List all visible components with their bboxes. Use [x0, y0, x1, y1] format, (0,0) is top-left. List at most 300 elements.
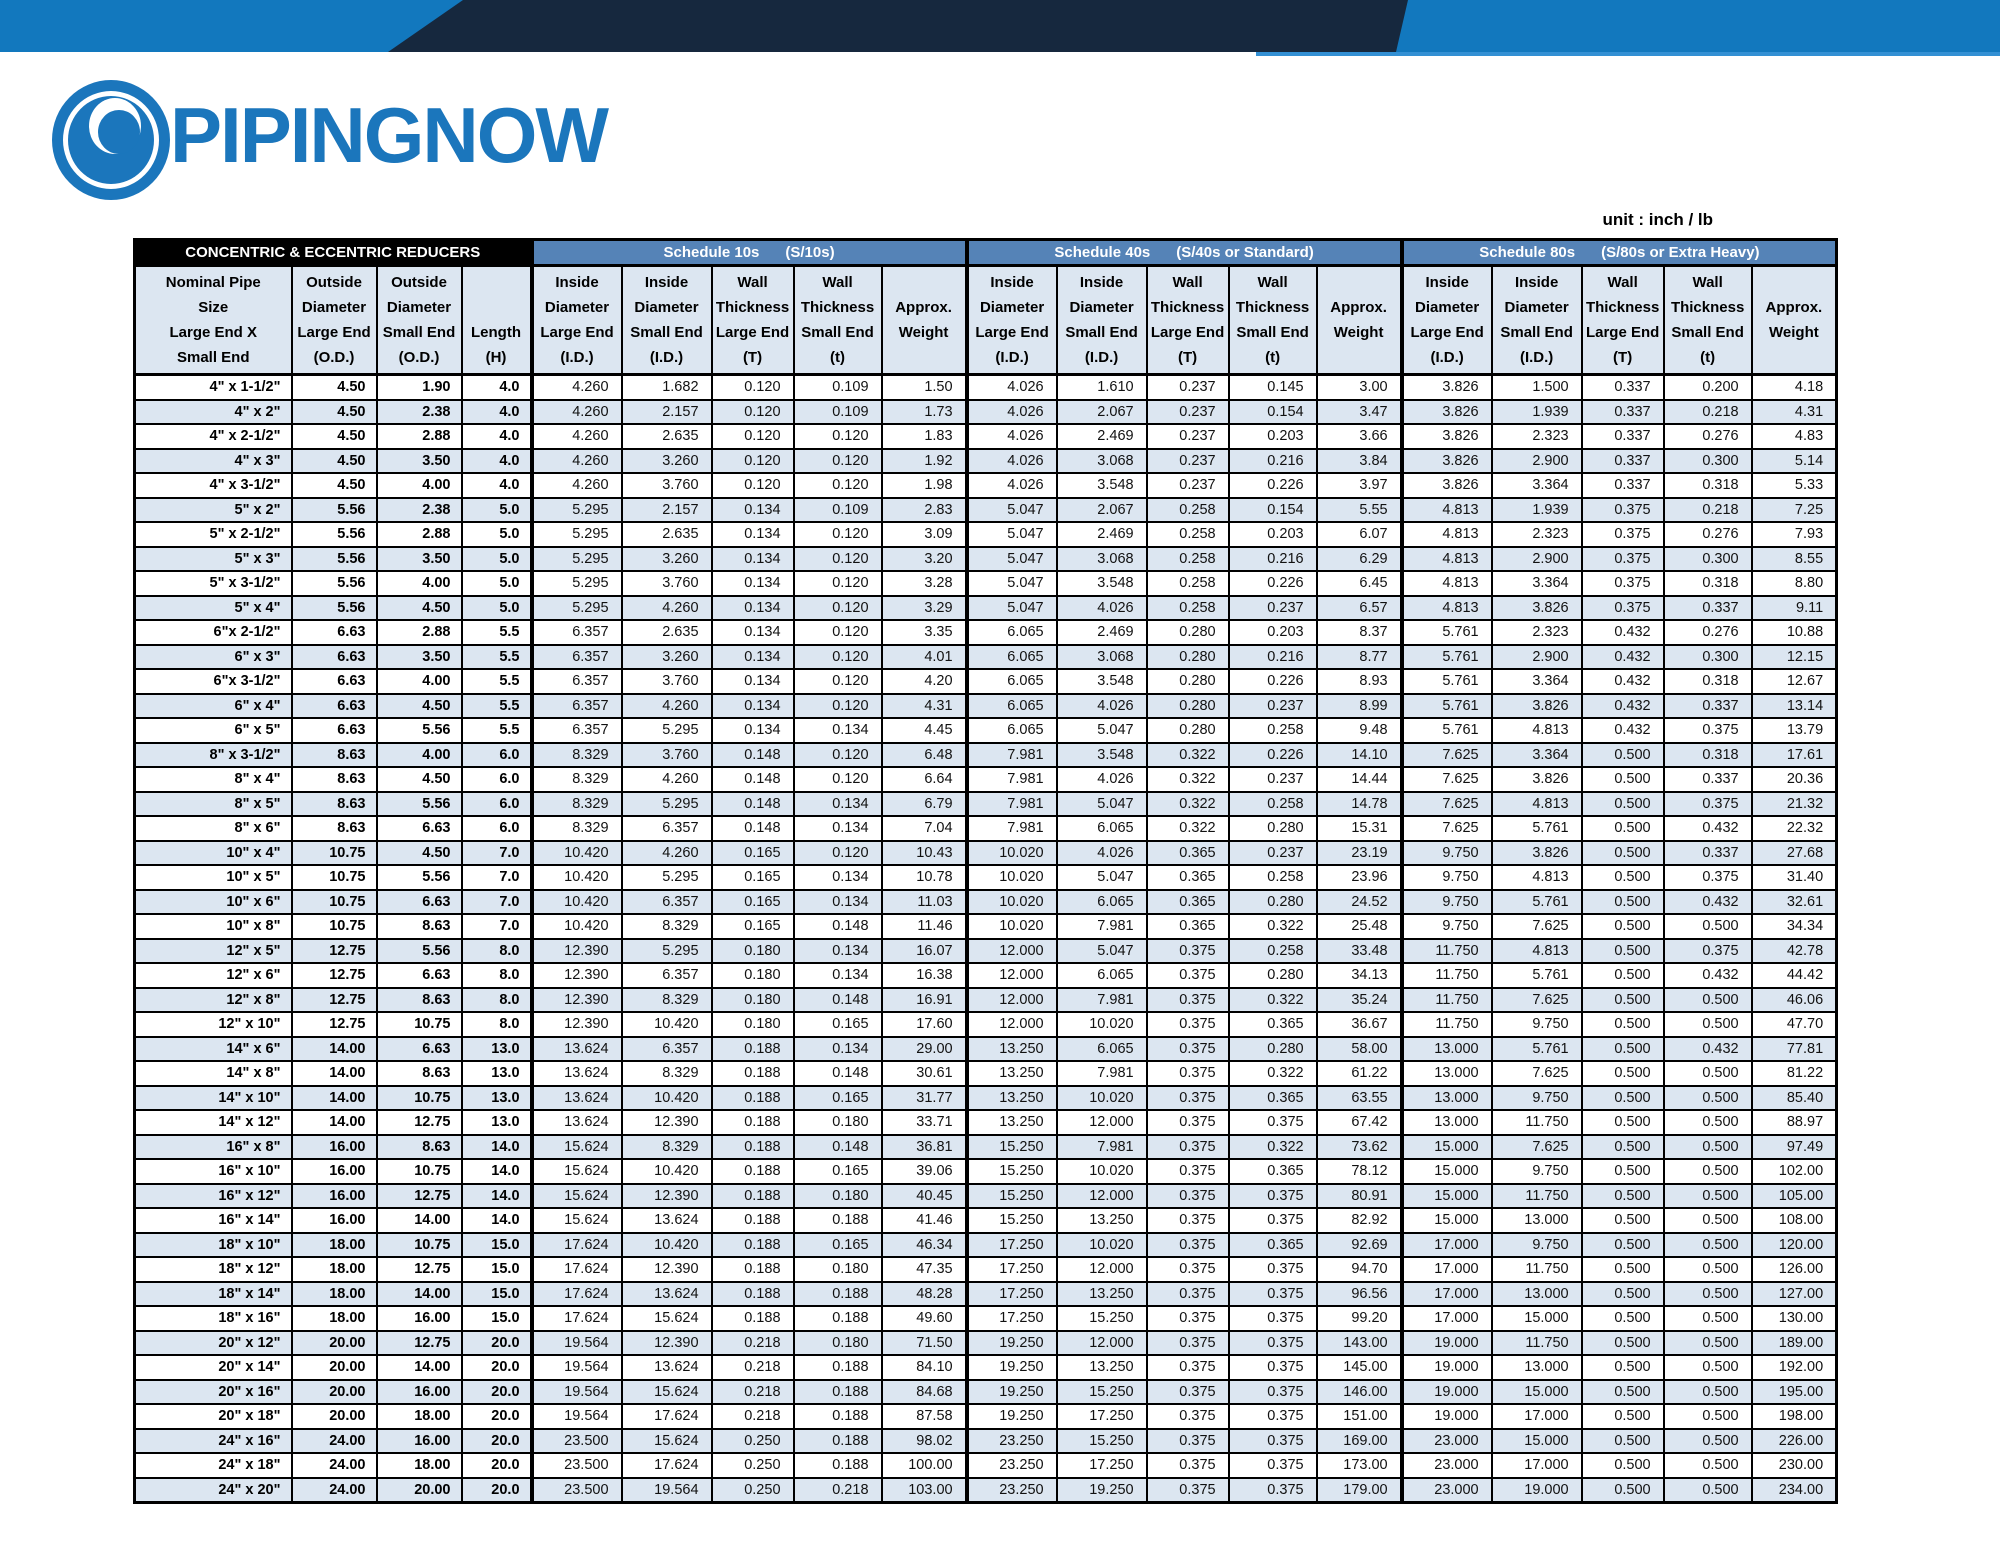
- table-cell: 5.047: [1057, 939, 1147, 964]
- table-cell: 5.761: [1402, 645, 1492, 670]
- table-cell: 0.188: [794, 1208, 882, 1233]
- table-cell: 8.329: [622, 1061, 712, 1086]
- table-cell: 0.375: [1147, 963, 1229, 988]
- table-cell: 0.375: [1147, 1233, 1229, 1258]
- table-cell: 7.625: [1402, 767, 1492, 792]
- table-cell: 15.250: [1057, 1429, 1147, 1454]
- column-header: Approx. Weight: [882, 266, 967, 375]
- table-cell: 145.00: [1317, 1355, 1402, 1380]
- table-cell: 4.026: [967, 473, 1057, 498]
- table-cell: 5.761: [1492, 816, 1582, 841]
- table-cell: 4.50: [377, 694, 462, 719]
- table-cell: 2.635: [622, 522, 712, 547]
- table-cell: 0.500: [1664, 1478, 1752, 1503]
- table-cell: 8.63: [292, 743, 377, 768]
- table-cell: 15.250: [967, 1208, 1057, 1233]
- table-cell: 3.97: [1317, 473, 1402, 498]
- table-cell: 0.120: [794, 669, 882, 694]
- table-cell: 10.75: [377, 1086, 462, 1111]
- table-cell: 0.432: [1582, 620, 1664, 645]
- table-cell: 0.500: [1582, 1135, 1664, 1160]
- table-cell: 97.49: [1752, 1135, 1837, 1160]
- table-cell: 10.420: [622, 1233, 712, 1258]
- table-cell: 0.109: [794, 498, 882, 523]
- table-cell: 20.0: [462, 1404, 532, 1429]
- table-cell: 0.148: [712, 792, 794, 817]
- table-cell: 20" x 16": [135, 1380, 292, 1405]
- table-cell: 11.750: [1402, 963, 1492, 988]
- table-cell: 16" x 10": [135, 1159, 292, 1184]
- table-cell: 7.625: [1492, 914, 1582, 939]
- table-cell: 0.120: [712, 424, 794, 449]
- table-cell: 10.88: [1752, 620, 1837, 645]
- schedule-band-schedule-10s: Schedule 10s (S/10s): [532, 240, 967, 266]
- table-cell: 0.134: [712, 694, 794, 719]
- table-cell: 48.28: [882, 1282, 967, 1307]
- table-cell: 0.300: [1664, 449, 1752, 474]
- table-cell: 13.624: [532, 1110, 622, 1135]
- table-cell: 12" x 8": [135, 988, 292, 1013]
- table-cell: 0.134: [794, 1037, 882, 1062]
- table-cell: 10.78: [882, 865, 967, 890]
- table-cell: 6.357: [622, 816, 712, 841]
- table-cell: 14.00: [292, 1037, 377, 1062]
- table-cell: 15.624: [622, 1429, 712, 1454]
- table-cell: 10.420: [622, 1159, 712, 1184]
- table-cell: 5.0: [462, 547, 532, 572]
- table-cell: 0.218: [794, 1478, 882, 1503]
- table-cell: 3.760: [622, 743, 712, 768]
- table-cell: 105.00: [1752, 1184, 1837, 1209]
- table-cell: 6.0: [462, 767, 532, 792]
- table-cell: 6" x 5": [135, 718, 292, 743]
- table-cell: 3.826: [1402, 449, 1492, 474]
- table-cell: 0.280: [1229, 890, 1317, 915]
- table-cell: 8.0: [462, 988, 532, 1013]
- table-cell: 0.154: [1229, 498, 1317, 523]
- table-cell: 1.610: [1057, 375, 1147, 400]
- table-cell: 12.390: [532, 963, 622, 988]
- table-cell: 0.134: [794, 890, 882, 915]
- table-cell: 13.0: [462, 1110, 532, 1135]
- table-cell: 8.63: [292, 792, 377, 817]
- table-cell: 3.826: [1492, 767, 1582, 792]
- column-header: Inside Diameter Small End (I.D.): [1057, 266, 1147, 375]
- table-cell: 0.375: [1147, 939, 1229, 964]
- table-cell: 20.0: [462, 1478, 532, 1503]
- table-cell: 0.375: [1147, 988, 1229, 1013]
- table-cell: 23.19: [1317, 841, 1402, 866]
- table-cell: 20.0: [462, 1453, 532, 1478]
- table-cell: 0.188: [712, 1086, 794, 1111]
- table-cell: 23.000: [1402, 1453, 1492, 1478]
- table-cell: 0.500: [1664, 1404, 1752, 1429]
- banner-underline: [1256, 52, 2000, 56]
- table-row: [135, 400, 1837, 425]
- table-cell: 12.000: [1057, 1110, 1147, 1135]
- table-cell: 17.000: [1402, 1306, 1492, 1331]
- table-cell: 0.500: [1664, 914, 1752, 939]
- table-cell: 0.375: [1229, 1404, 1317, 1429]
- table-cell: 13.250: [967, 1086, 1057, 1111]
- table-cell: 10.020: [967, 865, 1057, 890]
- table-cell: 4.813: [1402, 571, 1492, 596]
- table-cell: 13.000: [1402, 1037, 1492, 1062]
- table-row: [135, 792, 1837, 817]
- table-cell: 12.000: [1057, 1257, 1147, 1282]
- table-row: [135, 1037, 1837, 1062]
- table-cell: 2.900: [1492, 645, 1582, 670]
- table-cell: 16.00: [377, 1306, 462, 1331]
- table-cell: 120.00: [1752, 1233, 1837, 1258]
- table-cell: 0.188: [794, 1306, 882, 1331]
- table-cell: 0.375: [1229, 1110, 1317, 1135]
- table-cell: 0.120: [712, 400, 794, 425]
- table-cell: 5.047: [967, 571, 1057, 596]
- table-cell: 33.48: [1317, 939, 1402, 964]
- table-cell: 24" x 16": [135, 1429, 292, 1454]
- table-cell: 13.0: [462, 1061, 532, 1086]
- table-cell: 2.067: [1057, 498, 1147, 523]
- table-cell: 16.00: [292, 1159, 377, 1184]
- table-row: [135, 865, 1837, 890]
- table-cell: 7.04: [882, 816, 967, 841]
- table-cell: 8.0: [462, 1012, 532, 1037]
- table-cell: 23.96: [1317, 865, 1402, 890]
- table-cell: 23.500: [532, 1429, 622, 1454]
- table-cell: 0.500: [1582, 1061, 1664, 1086]
- table-row: [135, 694, 1837, 719]
- table-cell: 16" x 12": [135, 1184, 292, 1209]
- table-cell: 5.56: [292, 522, 377, 547]
- table-cell: 3.47: [1317, 400, 1402, 425]
- table-cell: 4.260: [622, 694, 712, 719]
- table-cell: 0.322: [1229, 914, 1317, 939]
- table-cell: 0.203: [1229, 620, 1317, 645]
- table-cell: 13.000: [1402, 1086, 1492, 1111]
- table-cell: 0.188: [794, 1282, 882, 1307]
- table-cell: 0.148: [794, 1061, 882, 1086]
- table-cell: 2.635: [622, 424, 712, 449]
- table-cell: 20" x 12": [135, 1331, 292, 1356]
- table-cell: 10.420: [532, 914, 622, 939]
- table-row: [135, 571, 1837, 596]
- table-cell: 0.226: [1229, 669, 1317, 694]
- table-cell: 5" x 3": [135, 547, 292, 572]
- table-cell: 0.109: [794, 375, 882, 400]
- table-cell: 29.00: [882, 1037, 967, 1062]
- table-cell: 7.981: [1057, 1061, 1147, 1086]
- table-cell: 20.0: [462, 1380, 532, 1405]
- table-cell: 4.813: [1492, 865, 1582, 890]
- table-cell: 19.250: [967, 1404, 1057, 1429]
- table-cell: 10.020: [967, 841, 1057, 866]
- table-cell: 14.44: [1317, 767, 1402, 792]
- table-cell: 17.250: [1057, 1453, 1147, 1478]
- table-cell: 6.065: [1057, 1037, 1147, 1062]
- table-cell: 14.00: [292, 1110, 377, 1135]
- column-header: Outside Diameter Small End (O.D.): [377, 266, 462, 375]
- table-cell: 67.42: [1317, 1110, 1402, 1135]
- table-cell: 0.500: [1664, 1012, 1752, 1037]
- table-cell: 5" x 2-1/2": [135, 522, 292, 547]
- table-cell: 234.00: [1752, 1478, 1837, 1503]
- table-cell: 11.750: [1492, 1184, 1582, 1209]
- table-cell: 17.624: [622, 1404, 712, 1429]
- table-cell: 8.80: [1752, 571, 1837, 596]
- table-cell: 3.068: [1057, 645, 1147, 670]
- table-cell: 99.20: [1317, 1306, 1402, 1331]
- table-cell: 3.66: [1317, 424, 1402, 449]
- table-cell: 6.065: [1057, 816, 1147, 841]
- table-cell: 0.375: [1147, 1110, 1229, 1135]
- table-cell: 6.63: [377, 963, 462, 988]
- schedule-band-schedule-80s: Schedule 80s (S/80s or Extra Heavy): [1402, 240, 1837, 266]
- table-cell: 0.500: [1582, 767, 1664, 792]
- table-cell: 15.000: [1402, 1208, 1492, 1233]
- table-cell: 11.750: [1402, 1012, 1492, 1037]
- table-cell: 3.826: [1402, 400, 1492, 425]
- table-cell: 10.75: [292, 841, 377, 866]
- table-cell: 44.42: [1752, 963, 1837, 988]
- table-cell: 5.295: [532, 522, 622, 547]
- table-cell: 5.5: [462, 694, 532, 719]
- table-cell: 24.00: [292, 1453, 377, 1478]
- table-cell: 24.00: [292, 1429, 377, 1454]
- table-cell: 0.280: [1229, 963, 1317, 988]
- table-cell: 4.0: [462, 424, 532, 449]
- table-cell: 15.0: [462, 1257, 532, 1282]
- table-cell: 103.00: [882, 1478, 967, 1503]
- table-cell: 10.020: [1057, 1233, 1147, 1258]
- table-cell: 192.00: [1752, 1355, 1837, 1380]
- table-cell: 18" x 14": [135, 1282, 292, 1307]
- table-cell: 4.50: [292, 424, 377, 449]
- table-cell: 8.329: [532, 767, 622, 792]
- table-cell: 0.120: [794, 473, 882, 498]
- table-cell: 10.75: [292, 865, 377, 890]
- table-cell: 0.500: [1582, 1233, 1664, 1258]
- table-cell: 0.337: [1582, 424, 1664, 449]
- table-cell: 0.500: [1664, 1086, 1752, 1111]
- table-cell: 17.61: [1752, 743, 1837, 768]
- table-cell: 6.57: [1317, 596, 1402, 621]
- table-cell: 13.624: [532, 1061, 622, 1086]
- table-cell: 9.11: [1752, 596, 1837, 621]
- table-cell: 0.165: [712, 914, 794, 939]
- table-cell: 0.500: [1582, 1331, 1664, 1356]
- table-cell: 47.35: [882, 1257, 967, 1282]
- pipingnow-logo-icon: [52, 80, 170, 200]
- table-cell: 0.375: [1664, 939, 1752, 964]
- table-cell: 0.218: [1664, 400, 1752, 425]
- table-cell: 6.63: [292, 620, 377, 645]
- table-cell: 46.06: [1752, 988, 1837, 1013]
- table-row: [135, 816, 1837, 841]
- table-cell: 0.500: [1664, 1453, 1752, 1478]
- table-cell: 0.188: [712, 1159, 794, 1184]
- table-cell: 11.750: [1402, 939, 1492, 964]
- table-cell: 0.120: [794, 767, 882, 792]
- table-cell: 12.75: [377, 1257, 462, 1282]
- table-cell: 0.120: [712, 375, 794, 400]
- table-cell: 0.500: [1582, 1453, 1664, 1478]
- table-cell: 0.375: [1147, 1429, 1229, 1454]
- banner-accent-shape: [388, 0, 1408, 52]
- table-cell: 10.020: [967, 914, 1057, 939]
- column-header: Inside Diameter Small End (I.D.): [622, 266, 712, 375]
- table-cell: 0.365: [1229, 1086, 1317, 1111]
- table-cell: 0.322: [1229, 988, 1317, 1013]
- table-cell: 11.750: [1492, 1110, 1582, 1135]
- table-cell: 5.56: [292, 596, 377, 621]
- table-cell: 0.375: [1147, 1257, 1229, 1282]
- table-cell: 8.329: [622, 988, 712, 1013]
- table-cell: 3.826: [1492, 596, 1582, 621]
- table-cell: 5.295: [532, 596, 622, 621]
- table-cell: 24.00: [292, 1478, 377, 1503]
- table-row: [135, 1282, 1837, 1307]
- table-cell: 0.134: [794, 718, 882, 743]
- table-cell: 4.00: [377, 571, 462, 596]
- table-row: [135, 1061, 1837, 1086]
- table-cell: 16" x 14": [135, 1208, 292, 1233]
- table-cell: 4.45: [882, 718, 967, 743]
- table-cell: 0.500: [1582, 1306, 1664, 1331]
- table-cell: 0.500: [1664, 988, 1752, 1013]
- table-row: [135, 669, 1837, 694]
- table-cell: 3.35: [882, 620, 967, 645]
- table-cell: 5.047: [1057, 792, 1147, 817]
- table-cell: 230.00: [1752, 1453, 1837, 1478]
- table-cell: 146.00: [1317, 1380, 1402, 1405]
- table-cell: 4.026: [1057, 596, 1147, 621]
- table-cell: 6.64: [882, 767, 967, 792]
- table-cell: 0.318: [1664, 571, 1752, 596]
- table-cell: 16.00: [377, 1429, 462, 1454]
- table-cell: 0.250: [712, 1453, 794, 1478]
- table-cell: 4.0: [462, 375, 532, 400]
- table-cell: 0.375: [1582, 596, 1664, 621]
- unit-label: unit : inch / lb: [1602, 210, 1713, 229]
- table-cell: 6" x 3": [135, 645, 292, 670]
- table-cell: 0.375: [1147, 1135, 1229, 1160]
- table-cell: 4.260: [532, 473, 622, 498]
- table-cell: 71.50: [882, 1331, 967, 1356]
- column-header-row: [135, 266, 1837, 375]
- table-cell: 3.50: [377, 645, 462, 670]
- table-cell: 19.564: [532, 1331, 622, 1356]
- column-header: Wall Thickness Small End (t): [1229, 266, 1317, 375]
- table-cell: 0.120: [794, 449, 882, 474]
- table-row: [135, 767, 1837, 792]
- table-cell: 0.500: [1664, 1184, 1752, 1209]
- table-cell: 8" x 3-1/2": [135, 743, 292, 768]
- table-cell: 4.00: [377, 669, 462, 694]
- table-cell: 12" x 10": [135, 1012, 292, 1037]
- table-cell: 3.760: [622, 473, 712, 498]
- table-cell: 6.0: [462, 743, 532, 768]
- table-cell: 4.50: [292, 449, 377, 474]
- table-cell: 31.77: [882, 1086, 967, 1111]
- table-cell: 23.250: [967, 1478, 1057, 1503]
- table-cell: 23.250: [967, 1429, 1057, 1454]
- table-cell: 5.295: [622, 718, 712, 743]
- table-cell: 94.70: [1317, 1257, 1402, 1282]
- table-cell: 0.375: [1664, 865, 1752, 890]
- table-cell: 63.55: [1317, 1086, 1402, 1111]
- table-cell: 5.5: [462, 645, 532, 670]
- table-cell: 3.826: [1402, 424, 1492, 449]
- table-cell: 84.68: [882, 1380, 967, 1405]
- table-cell: 20.00: [292, 1404, 377, 1429]
- table-cell: 4.813: [1492, 939, 1582, 964]
- table-cell: 0.280: [1147, 694, 1229, 719]
- table-cell: 4.813: [1402, 498, 1492, 523]
- table-cell: 3.364: [1492, 743, 1582, 768]
- table-cell: 3.28: [882, 571, 967, 596]
- table-cell: 18.00: [377, 1453, 462, 1478]
- table-cell: 8" x 6": [135, 816, 292, 841]
- table-cell: 18.00: [377, 1404, 462, 1429]
- table-cell: 0.500: [1664, 1331, 1752, 1356]
- table-cell: 46.34: [882, 1233, 967, 1258]
- table-cell: 0.500: [1582, 963, 1664, 988]
- table-cell: 0.375: [1229, 1257, 1317, 1282]
- table-cell: 19.564: [532, 1380, 622, 1405]
- table-cell: 4" x 2": [135, 400, 292, 425]
- logo-ball: [98, 110, 140, 154]
- table-cell: 0.250: [712, 1478, 794, 1503]
- table-cell: 10.75: [292, 914, 377, 939]
- table-cell: 0.432: [1664, 890, 1752, 915]
- table-cell: 0.375: [1229, 1306, 1317, 1331]
- table-cell: 198.00: [1752, 1404, 1837, 1429]
- table-cell: 14.00: [377, 1208, 462, 1233]
- table-cell: 16.91: [882, 988, 967, 1013]
- table-cell: 0.375: [1229, 1355, 1317, 1380]
- table-cell: 0.500: [1582, 890, 1664, 915]
- table-cell: 5.761: [1492, 963, 1582, 988]
- table-cell: 16.07: [882, 939, 967, 964]
- table-cell: 0.500: [1582, 1159, 1664, 1184]
- table-cell: 0.500: [1582, 1355, 1664, 1380]
- table-cell: 8" x 5": [135, 792, 292, 817]
- table-cell: 2.635: [622, 620, 712, 645]
- table-cell: 12.000: [967, 963, 1057, 988]
- table-cell: 0.134: [712, 522, 794, 547]
- table-cell: 2.323: [1492, 424, 1582, 449]
- table-cell: 0.500: [1582, 1037, 1664, 1062]
- table-cell: 0.258: [1229, 939, 1317, 964]
- table-cell: 4.260: [532, 375, 622, 400]
- table-cell: 5.56: [377, 792, 462, 817]
- table-cell: 22.32: [1752, 816, 1837, 841]
- table-cell: 4.813: [1402, 596, 1492, 621]
- table-cell: 10.75: [377, 1012, 462, 1037]
- table-cell: 4.50: [377, 841, 462, 866]
- table-cell: 7.625: [1402, 792, 1492, 817]
- table-cell: 9.750: [1492, 1012, 1582, 1037]
- table-cell: 20.00: [292, 1380, 377, 1405]
- table-cell: 16.00: [377, 1380, 462, 1405]
- table-cell: 11.750: [1492, 1257, 1582, 1282]
- table-cell: 0.188: [712, 1037, 794, 1062]
- table-cell: 0.148: [712, 816, 794, 841]
- table-cell: 7.0: [462, 914, 532, 939]
- table-cell: 0.500: [1582, 914, 1664, 939]
- table-cell: 0.203: [1229, 424, 1317, 449]
